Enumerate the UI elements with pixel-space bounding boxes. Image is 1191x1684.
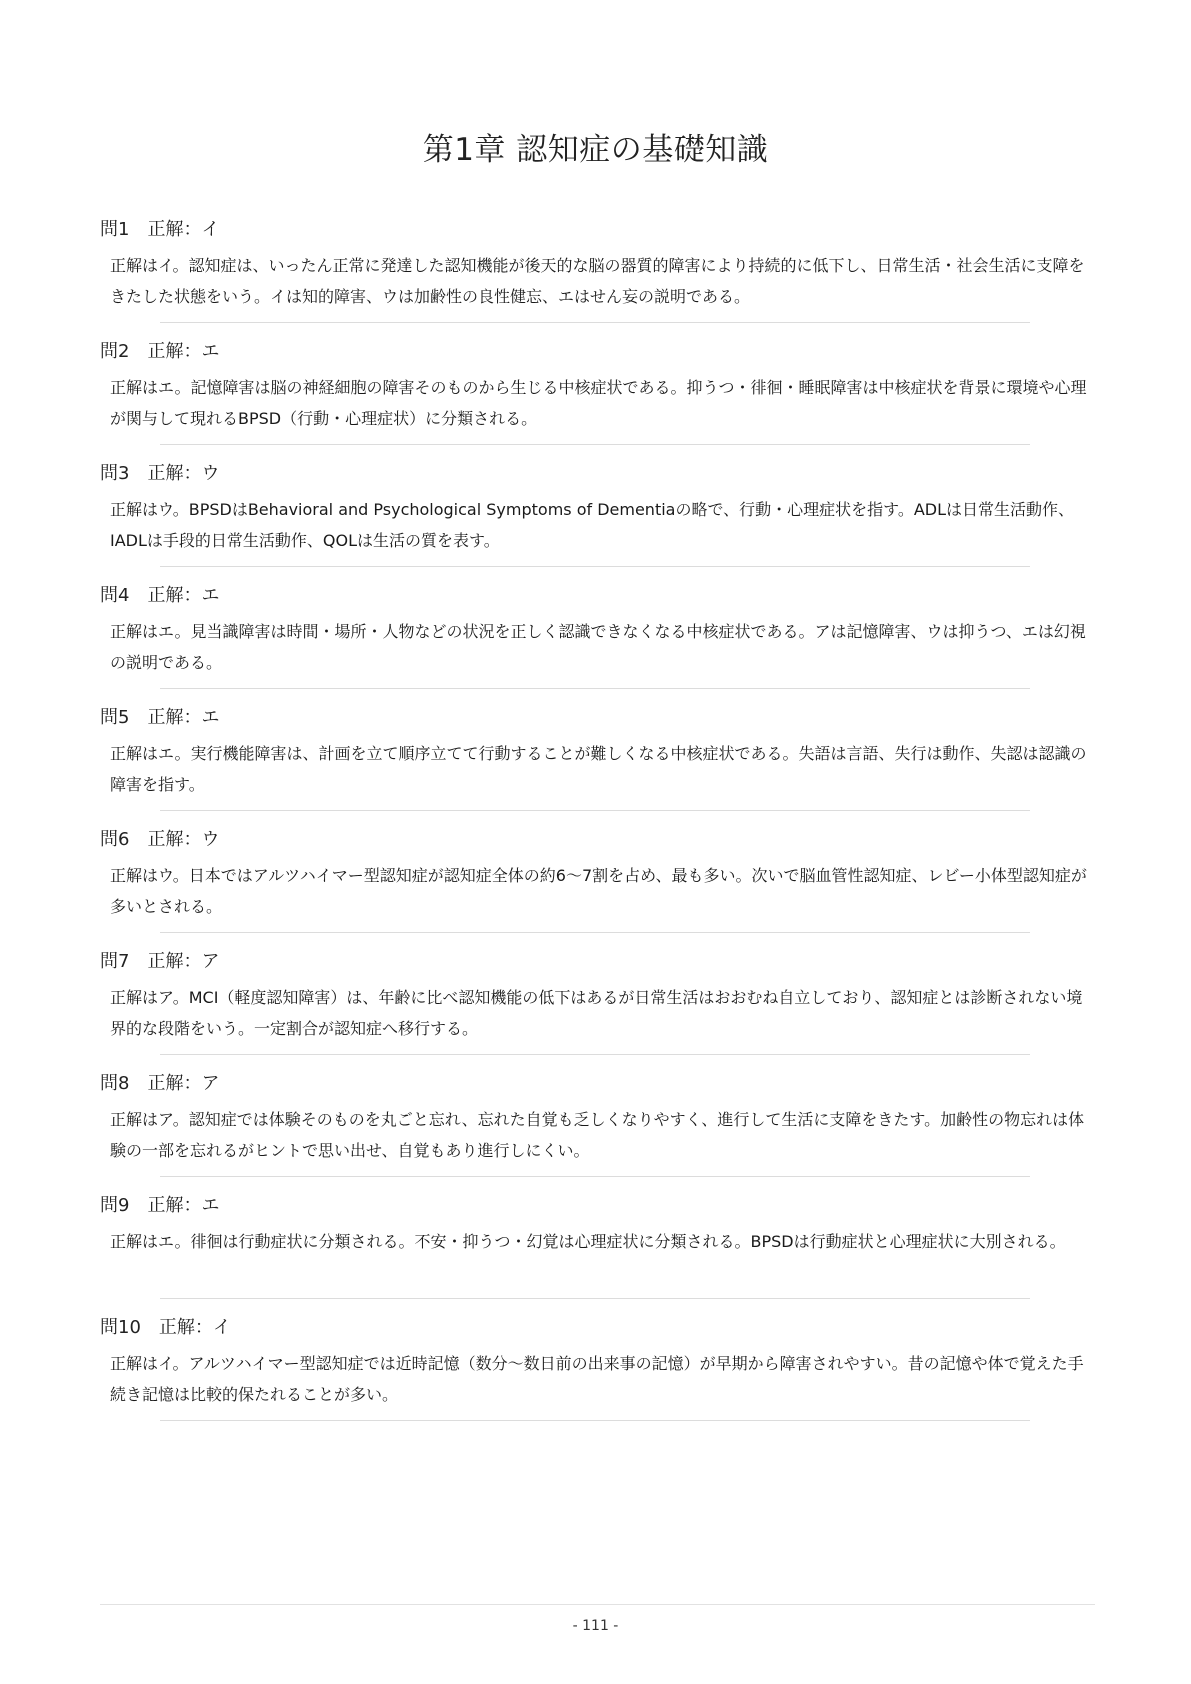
page-title: 第1章 認知症の基礎知識 xyxy=(422,132,769,168)
correct-answer-label: 正解：ウ xyxy=(147,829,220,850)
answer-heading xyxy=(100,1193,219,1219)
answer-explanation: 正解はウ。BPSDはBehavioral and Psychological Symptoms of Dementiaの略で、行動・心理症状を指す。ADLは日常生活動作、IADLは手段的日常生活動作、QOLは生活の質を表す。 xyxy=(110,500,1075,550)
separator-line xyxy=(160,1176,1030,1177)
footer-divider xyxy=(100,1604,1095,1605)
answer-explanation: 正解はイ。認知症は、いったん正常に発達した認知機能が後天的な脳の器質的障害により持続的に低下し、日常生活・社会生活に支障をきたした状態をいう。イは知的障害、ウは加齢性の良性健忘、エはせん妄の説明である。 xyxy=(110,256,1085,306)
answer-explanation: 正解はア。MCI（軽度認知障害）は、年齢に比べ認知機能の低下はあるが日常生活はおおむね自立しており、認知症とは診断されない境界的な段階をいう。一定割合が認知症へ移行する。 xyxy=(110,988,1083,1038)
question-number: 問2 xyxy=(100,341,130,362)
answer-heading xyxy=(100,1071,219,1097)
answer-item-10 xyxy=(100,1315,1090,1437)
answer-item-5 xyxy=(100,705,1090,827)
answer-heading xyxy=(100,949,219,975)
correct-answer-label: 正解：ア xyxy=(147,951,220,972)
answer-item-6 xyxy=(100,827,1090,949)
answer-item-7 xyxy=(100,949,1090,1071)
answer-explanation: 正解はエ。徘徊は行動症状に分類される。不安・抑うつ・幻覚は心理症状に分類される。BPSDは行動症状と心理症状に大別される。 xyxy=(110,1232,1066,1251)
answer-item-8 xyxy=(100,1071,1090,1193)
answer-explanation: 正解はウ。日本ではアルツハイマー型認知症が認知症全体の約6～7割を占め、最も多い。次いで脳血管性認知症、レビー小体型認知症が多いとされる。 xyxy=(110,866,1087,916)
correct-answer-label: 正解：エ xyxy=(147,341,220,362)
answer-heading xyxy=(100,339,219,365)
answer-list xyxy=(100,217,1090,1437)
answer-heading xyxy=(100,827,219,853)
answer-item-2 xyxy=(100,339,1090,461)
answer-heading xyxy=(100,583,219,609)
correct-answer-label: 正解：イ xyxy=(147,219,220,240)
separator-line xyxy=(160,1054,1030,1055)
correct-answer-label: 正解：エ xyxy=(147,707,220,728)
correct-answer-label: 正解：ウ xyxy=(147,463,220,484)
answer-explanation: 正解はエ。実行機能障害は、計画を立て順序立てて行動することが難しくなる中核症状である。失語は言語、失行は動作、失認は認識の障害を指す。 xyxy=(110,744,1087,794)
answer-heading xyxy=(100,705,219,731)
question-number: 問1 xyxy=(100,219,130,240)
answer-item-3 xyxy=(100,461,1090,583)
answer-heading xyxy=(100,217,219,243)
answer-explanation: 正解はア。認知症では体験そのものを丸ごと忘れ、忘れた自覚も乏しくなりやすく、進行して生活に支障をきたす。加齢性の物忘れは体験の一部を忘れるがヒントで思い出せ、自覚もあり進行しにくい。 xyxy=(110,1110,1085,1160)
question-number: 問8 xyxy=(100,1073,130,1094)
answer-item-1 xyxy=(100,217,1090,339)
correct-answer-label: 正解：ア xyxy=(147,1073,220,1094)
separator-line xyxy=(160,1420,1030,1421)
separator-line xyxy=(160,566,1030,567)
separator-line xyxy=(160,444,1030,445)
separator-line xyxy=(160,322,1030,323)
answer-explanation: 正解はエ。見当識障害は時間・場所・人物などの状況を正しく認識できなくなる中核症状である。アは記憶障害、ウは抑うつ、エは幻視の説明である。 xyxy=(110,622,1086,672)
answer-heading xyxy=(100,461,219,487)
correct-answer-label: 正解：イ xyxy=(158,1317,231,1338)
question-number: 問9 xyxy=(100,1195,130,1216)
answer-item-9 xyxy=(100,1193,1090,1315)
question-number: 問7 xyxy=(100,951,130,972)
separator-line xyxy=(160,1298,1030,1299)
answer-explanation: 正解はイ。アルツハイマー型認知症では近時記憶（数分～数日前の出来事の記憶）が早期から障害されやすい。昔の記憶や体で覚えた手続き記憶は比較的保たれることが多い。 xyxy=(110,1354,1084,1404)
question-number: 問10 xyxy=(100,1317,141,1338)
page-number: - 111 - xyxy=(572,1618,619,1634)
question-number: 問3 xyxy=(100,463,130,484)
answer-explanation: 正解はエ。記憶障害は脳の神経細胞の障害そのものから生じる中核症状である。抑うつ・徘徊・睡眠障害は中核症状を背景に環境や心理が関与して現れるBPSD（行動・心理症状）に分類される。 xyxy=(110,378,1087,428)
answer-heading xyxy=(100,1315,231,1341)
answer-item-4 xyxy=(100,583,1090,705)
question-number: 問5 xyxy=(100,707,130,728)
separator-line xyxy=(160,810,1030,811)
question-number: 問4 xyxy=(100,585,130,606)
correct-answer-label: 正解：エ xyxy=(147,1195,220,1216)
question-number: 問6 xyxy=(100,829,130,850)
separator-line xyxy=(160,932,1030,933)
correct-answer-label: 正解：エ xyxy=(147,585,220,606)
separator-line xyxy=(160,688,1030,689)
